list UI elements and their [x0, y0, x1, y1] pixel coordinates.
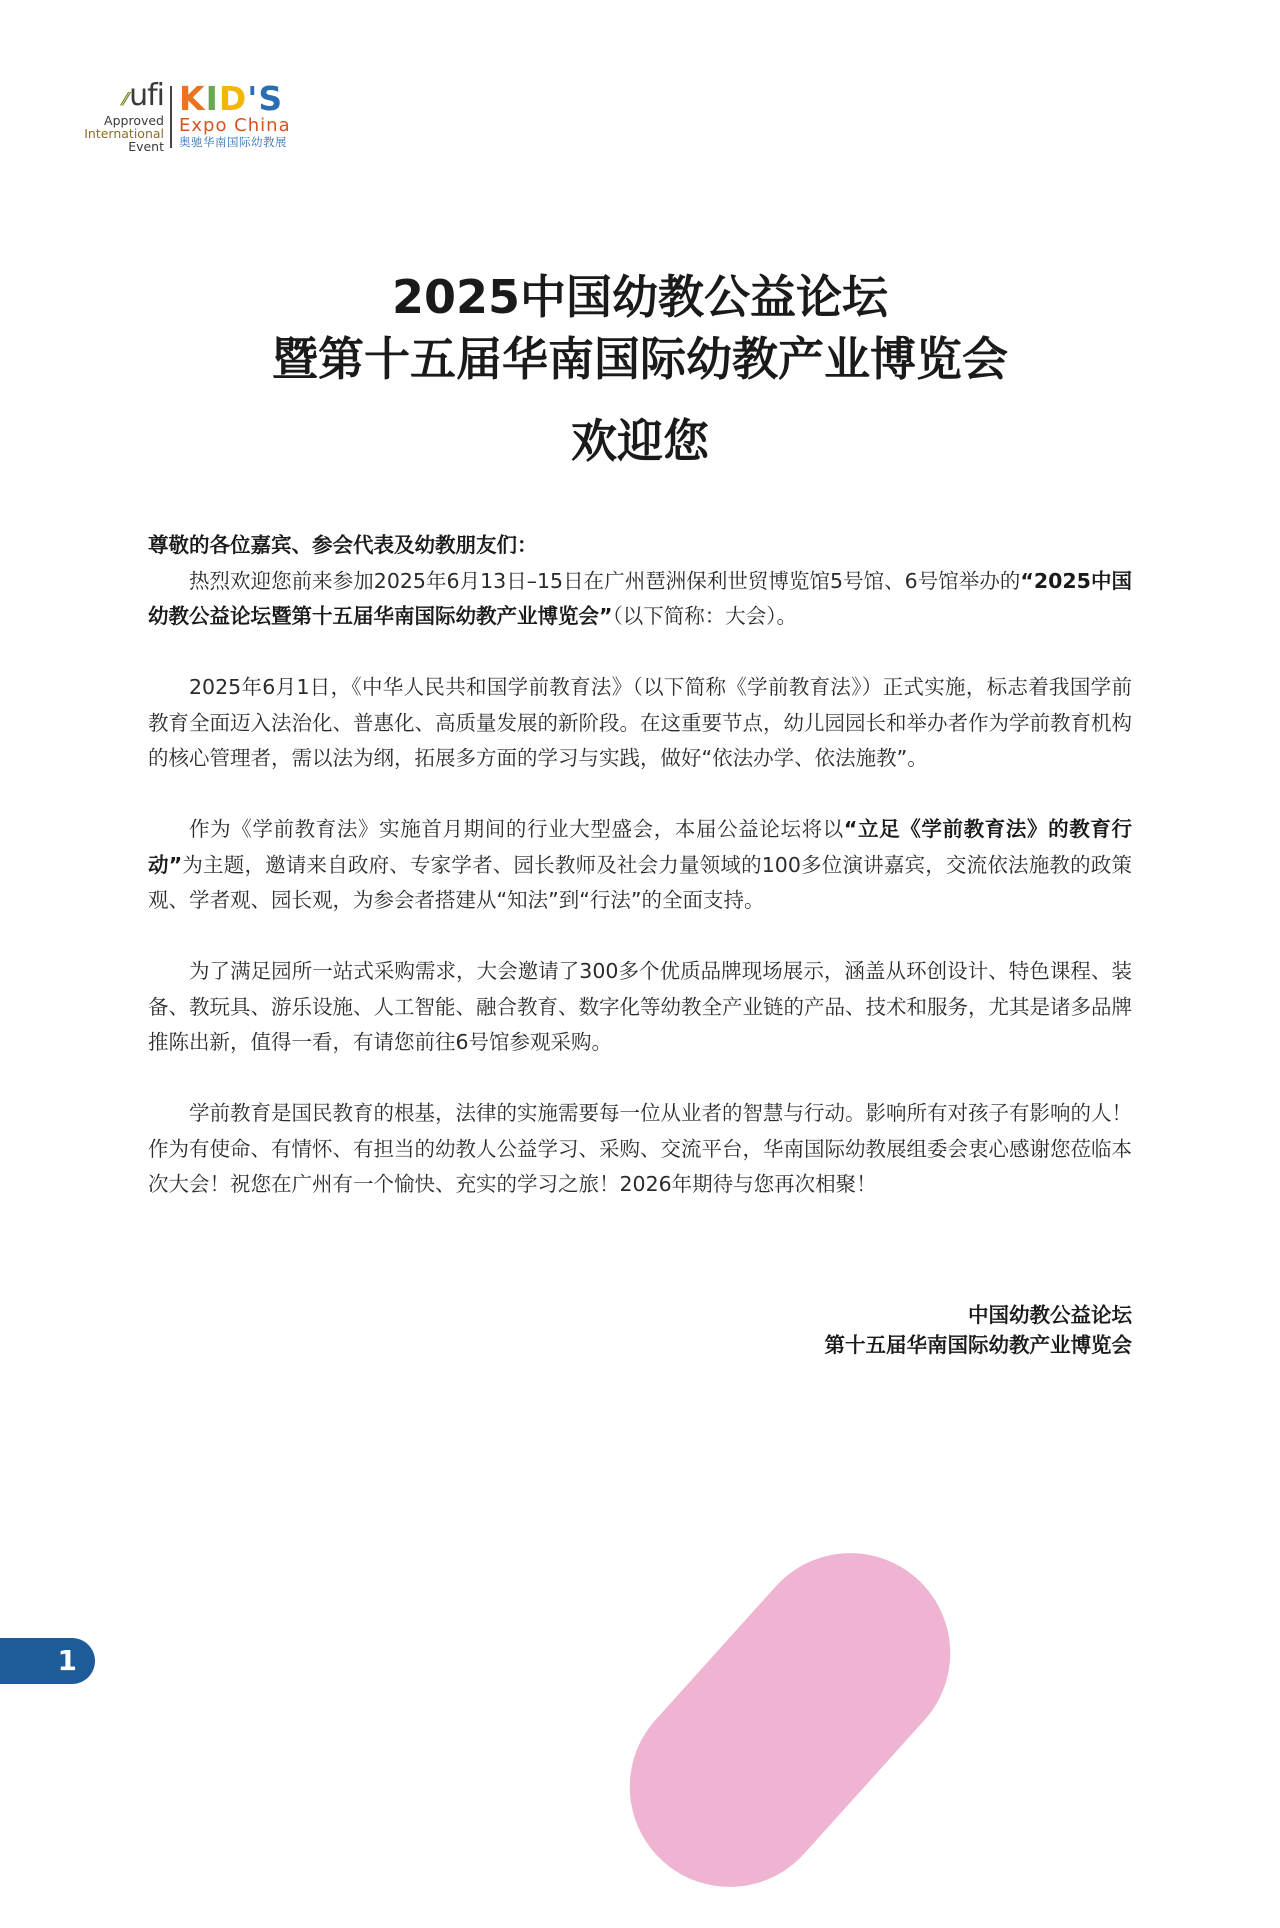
event-logo — [82, 78, 312, 154]
paragraph-2: 2025年6月1日，《中华人民共和国学前教育法》（以下简称《学前教育法》）正式实施，标志着我国学前教育全面迈入法治化、普惠化、高质量发展的新阶段。在这重要节点，幼儿园园长和举办者作为学前教育机构的核心管理者，需以法为纲，拓展多方面的学习与实践，做好“依法办学、依法施教”。 — [148, 675, 1132, 770]
kids-letter-3: ' — [247, 79, 259, 118]
kids-letter-4: S — [258, 79, 284, 118]
ufi-mark-text: ufi — [129, 78, 164, 113]
kids-expo-china: Expo China — [179, 115, 291, 136]
ufi-line-international: International — [84, 126, 164, 141]
signature-line-1: 中国幼教公益论坛 — [968, 1303, 1132, 1327]
letter-body — [148, 528, 1132, 1203]
logo-divider — [170, 86, 172, 148]
ufi-mark — [82, 78, 164, 114]
ufi-swoosh-icon: ⁄⁄ — [123, 89, 128, 110]
kids-expo-logo — [179, 79, 291, 149]
kids-chinese-name: 奥驰华南国际幼教展 — [179, 135, 287, 149]
page-number: 1 — [57, 1644, 77, 1677]
kids-letter-1: I — [205, 79, 219, 118]
signature — [825, 1300, 1133, 1360]
ufi-line-event: Event — [128, 139, 164, 154]
page-title-line-2: 暨第十五届华南国际幼教产业博览会 — [272, 332, 1008, 386]
paragraph-3-tail: 为主题，邀请来自政府、专家学者、园长教师及社会力量领域的100多位演讲嘉宾，交流依法施教的政策观、学者观、园长观，为参会者搭建从“知法”到“行法”的全面支持。 — [148, 852, 1132, 912]
event-full-name: “2025中国幼教公益论坛暨第十五届华南国际幼教产业博览会” — [148, 568, 1133, 628]
welcome-heading: 欢迎您 — [571, 414, 709, 468]
decorative-pink-shape — [589, 1512, 992, 1928]
paragraph-1-text: 热烈欢迎您前来参加2025年6月13日–15日在广州琶洲保利世贸博览馆5号馆、6号馆举办的 — [189, 568, 1021, 593]
ufi-badge — [82, 78, 164, 154]
salutation: 尊敬的各位嘉宾、参会代表及幼教朋友们： — [148, 533, 538, 557]
page-title-line-1: 2025中国幼教公益论坛 — [391, 270, 889, 324]
paragraph-1 — [148, 564, 1132, 635]
kids-letter-0: K — [179, 79, 206, 118]
kids-wordmark — [179, 79, 291, 118]
paragraph-4: 为了满足园所一站式采购需求，大会邀请了300多个优质品牌现场展示，涵盖从环创设计、特色课程、装备、教玩具、游乐设施、人工智能、融合教育、数字化等幼教全产业链的产品、技术和服务，尤其是诸多品牌推陈出新，值得一看，有请您前往6号馆参观采购。 — [148, 959, 1132, 1054]
kids-letter-2: D — [218, 79, 248, 118]
page-number-tab — [0, 1638, 95, 1684]
ufi-line-approved: Approved — [104, 113, 164, 128]
paragraph-3 — [148, 812, 1132, 919]
paragraph-5: 学前教育是国民教育的根基，法律的实施需要每一位从业者的智慧与行动。影响所有对孩子有影响的人！作为有使命、有情怀、有担当的幼教人公益学习、采购、交流平台，华南国际幼教展组委会衷心感谢您莅临本次大会！祝您在广州有一个愉快、充实的学习之旅！2026年期待与您再次相聚！ — [148, 1101, 1132, 1196]
forum-theme: “立足《学前教育法》的教育行动” — [148, 817, 1132, 877]
signature-line-2: 第十五届华南国际幼教产业博览会 — [824, 1333, 1132, 1357]
paragraph-3-text: 作为《学前教育法》实施首月期间的行业大型盛会，本届公益论坛将以 — [189, 817, 844, 841]
paragraph-1-tail: （以下简称：大会）。 — [612, 604, 797, 628]
